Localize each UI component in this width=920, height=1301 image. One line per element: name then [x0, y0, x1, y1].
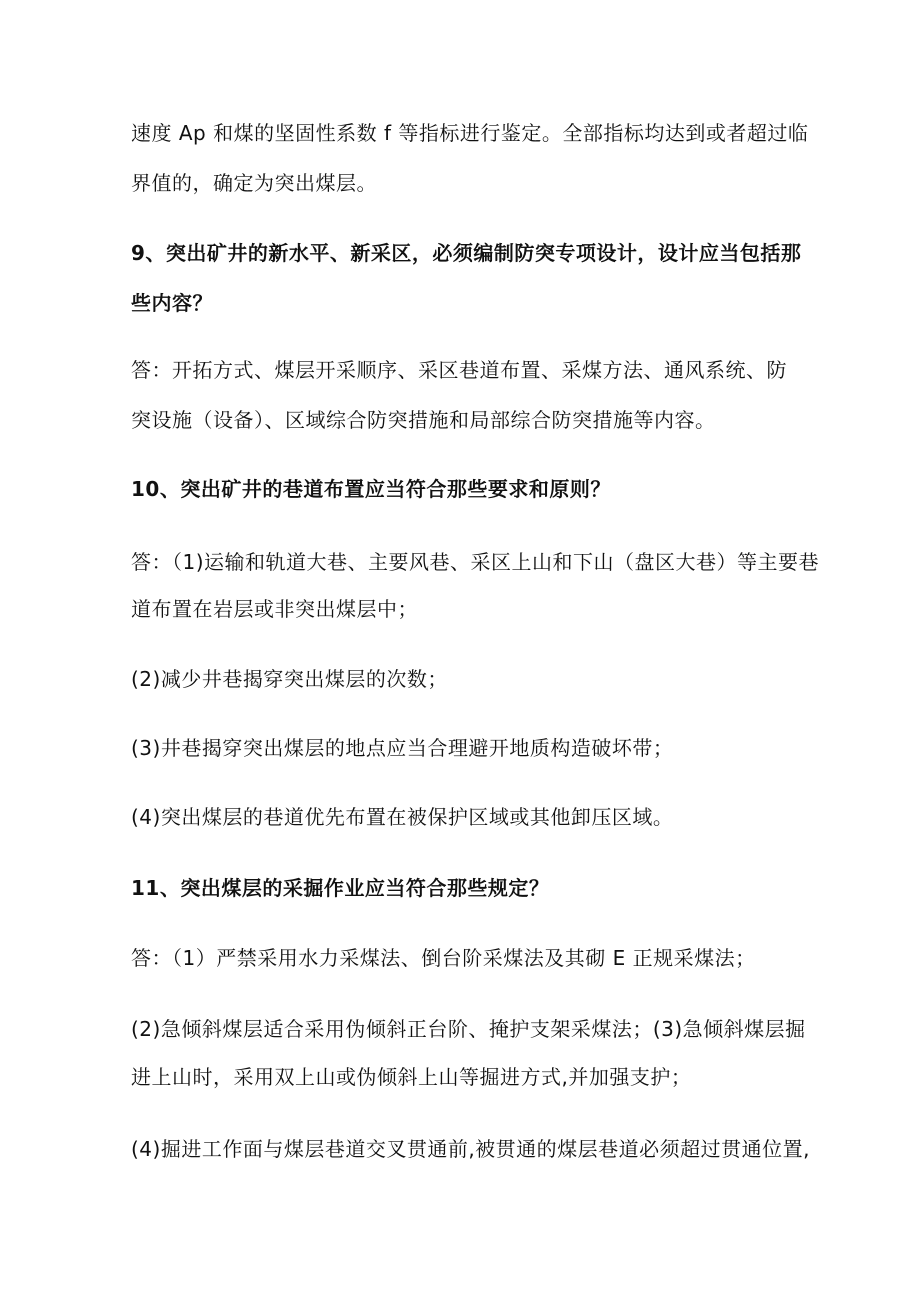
list-item: (4)掘进工作面与煤层巷道交叉贯通前,被贯通的煤层巷道必须超过贯通位置, [131, 1137, 811, 1161]
answer-text-line: 答：（1）严禁采用水力采煤法、倒台阶采煤法及其砌 E 正规采煤法； [131, 946, 756, 970]
list-item: (2)急倾斜煤层适合采用伪倾斜正台阶、掩护支架采煤法；(3)急倾斜煤层掘 [131, 1017, 806, 1041]
list-item: (2)减少井巷揭穿突出煤层的次数； [131, 667, 448, 691]
answer-text-line: 答：（1)运输和轨道大巷、主要风巷、采区上山和下山（盘区大巷）等主要巷 [131, 550, 820, 574]
list-item: (4)突出煤层的巷道优先布置在被保护区域或其他卸压区域。 [131, 805, 674, 829]
body-text-line: 界值的，确定为突出煤层。 [131, 171, 377, 195]
question-heading: 10、突出矿井的巷道布置应当符合那些要求和原则？ [131, 477, 611, 501]
answer-text-line: 道布置在岩层或非突出煤层中； [131, 597, 418, 621]
question-heading: 11、突出煤层的采掘作业应当符合那些规定？ [131, 876, 550, 900]
question-heading: 些内容？ [131, 291, 213, 315]
answer-text-line: 突设施（设备）、区域综合防突措施和局部综合防突措施等内容。 [131, 408, 716, 432]
question-heading: 9、突出矿井的新水平、新采区，必须编制防突专项设计，设计应当包括那 [131, 241, 802, 265]
list-item: 进上山时，采用双上山或伪倾斜上山等掘进方式,并加强支护； [131, 1065, 692, 1089]
list-item: (3)井巷揭穿突出煤层的地点应当合理避开地质构造破坏带； [131, 736, 674, 760]
body-text-line: 速度 Ap 和煤的坚固性系数 f 等指标进行鉴定。全部指标均达到或者超过临 [131, 121, 809, 145]
answer-text-line: 答：开拓方式、煤层开采顺序、采区巷道布置、采煤方法、通风系统、防 [131, 358, 787, 382]
